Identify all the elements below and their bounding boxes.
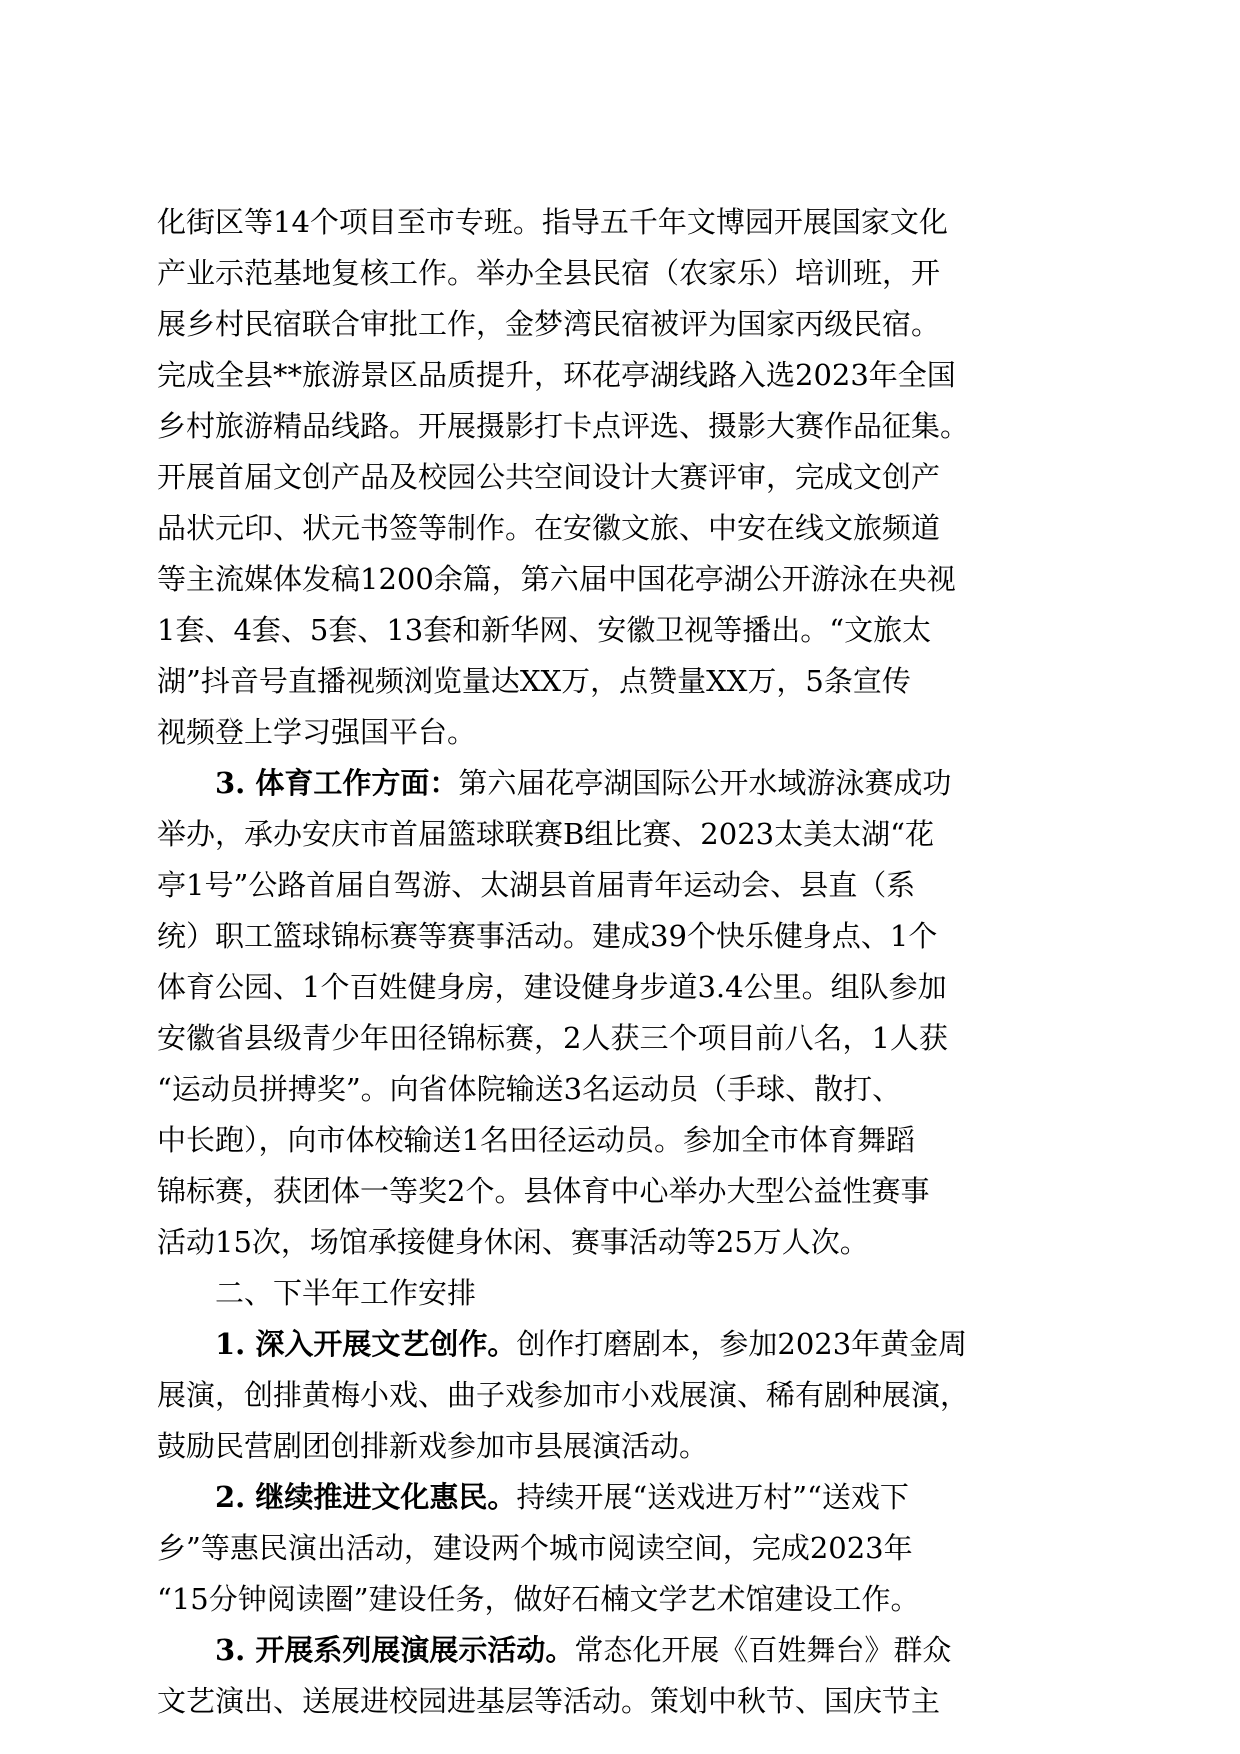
- paragraph-line: “运动员拼搏奖”。向省体院输送3名运动员（手球、散打、: [157, 1072, 902, 1106]
- item3-heading: 3. 开展系列展演展示活动。: [215, 1633, 575, 1667]
- item1-first-line: [157, 1319, 1087, 1370]
- paragraph-line: 乡村旅游精品线路。开展摄影打卡点评选、摄影大赛作品征集。: [157, 409, 970, 443]
- paragraph-line: 体育公园、1个百姓健身房，建设健身步道3.4公里。组队参加: [157, 970, 947, 1004]
- paragraph-line: 文艺演出、送展进校园进基层等活动。策划中秋节、国庆节主: [157, 1684, 941, 1718]
- paragraph-line: 品状元印、状元书签等制作。在安徽文旅、中安在线文旅频道: [157, 511, 941, 545]
- sports-first-text: 第六届花亭湖国际公开水域游泳赛成功: [458, 766, 952, 800]
- paragraph-line: 中长跑），向市体校输送1名田径运动员。参加全市体育舞蹈: [157, 1123, 915, 1157]
- paragraph-line: 产业示范基地复核工作。举办全县民宿（农家乐）培训班，开: [157, 256, 941, 290]
- item3-first-text: 常态化开展《百姓舞台》群众: [574, 1633, 952, 1667]
- paragraph-line: 举办，承办安庆市首届篮球联赛B组比赛、2023太美太湖“花: [157, 817, 934, 851]
- paragraph-line: 等主流媒体发稿1200余篇，第六届中国花亭湖公开游泳在央视: [157, 562, 956, 596]
- paragraph-line: 视频登上学习强国平台。: [157, 715, 477, 749]
- paragraph-line: 锦标赛，获团体一等奖2个。县体育中心举办大型公益性赛事: [157, 1174, 930, 1208]
- item2-first-line: [157, 1472, 1087, 1523]
- paragraph-line: 活动15次，场馆承接健身休闲、赛事活动等25万人次。: [157, 1225, 869, 1259]
- paragraph-line: 亭1号”公路首届自驾游、太湖县首届青年运动会、县直（系: [157, 868, 916, 902]
- document-page: [157, 197, 1087, 1727]
- paragraph-line: 开展首届文创产品及校园公共空间设计大赛评审，完成文创产: [157, 460, 941, 494]
- paragraph-line: “15分钟阅读圈”建设任务，做好石楠文学艺术馆建设工作。: [157, 1582, 920, 1616]
- paragraph-line: 展乡村民宿联合审批工作，金梦湾民宿被评为国家丙级民宿。: [157, 307, 941, 341]
- item1-first-text: 创作打磨剧本，参加2023年黄金周: [516, 1327, 968, 1361]
- item1-heading: 1. 深入开展文艺创作。: [215, 1327, 517, 1361]
- section-title: 二、下半年工作安排: [215, 1276, 477, 1310]
- paragraph-line: 展演，创排黄梅小戏、曲子戏参加市小戏展演、稀有剧种展演，: [157, 1378, 970, 1412]
- item3-first-line: [157, 1625, 1087, 1676]
- item2-heading: 2. 继续推进文化惠民。: [215, 1480, 517, 1514]
- paragraph-line: 乡”等惠民演出活动，建设两个城市阅读空间，完成2023年: [157, 1531, 913, 1565]
- item2-first-text: 持续开展“送戏进万村”“送戏下: [516, 1480, 909, 1514]
- paragraph-line: 化街区等14个项目至市专班。指导五千年文博园开展国家文化: [157, 205, 948, 239]
- sports-heading: 3. 体育工作方面：: [215, 766, 459, 800]
- paragraph-line: 湖”抖音号直播视频浏览量达XX万，点赞量XX万，5条宣传: [157, 664, 911, 698]
- paragraph-line: 1套、4套、5套、13套和新华网、安徽卫视等播出。“文旅太: [157, 613, 932, 647]
- paragraph-line: 鼓励民营剧团创排新戏参加市县展演活动。: [157, 1429, 709, 1463]
- paragraph-line: 完成全县**旅游景区品质提升，环花亭湖线路入选2023年全国: [157, 358, 956, 392]
- paragraph-line: 统）职工篮球锦标赛等赛事活动。建成39个快乐健身点、1个: [157, 919, 938, 953]
- paragraph-line: 安徽省县级青少年田径锦标赛，2人获三个项目前八名，1人获: [157, 1021, 948, 1055]
- sports-paragraph-first-line: [157, 758, 1087, 809]
